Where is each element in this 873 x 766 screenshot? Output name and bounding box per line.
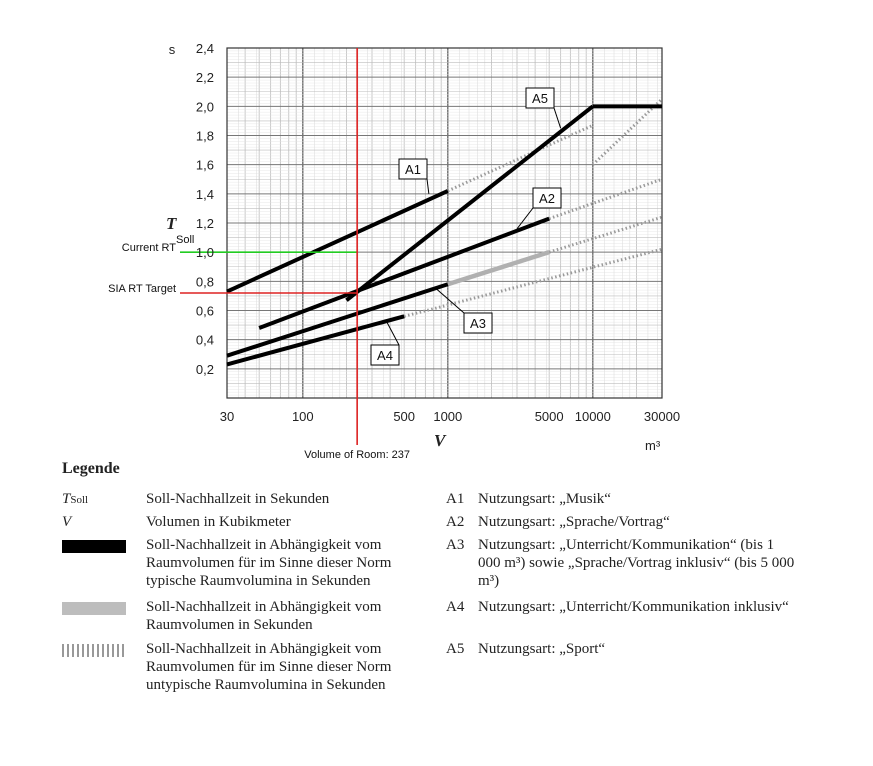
use-text: Nutzungsart: „Sprache/Vortrag“ (478, 514, 670, 530)
x-tick-label: 10000 (574, 409, 611, 424)
series-label-a2: A2 (539, 191, 555, 206)
tsoll-text: Soll-Nachhallzeit in Sekunden (146, 491, 330, 507)
y-tick-label: 2,0 (195, 99, 214, 115)
sia-target-label: SIA RT Target (108, 283, 176, 295)
series-label-a1: A1 (405, 162, 421, 177)
legend (62, 460, 862, 760)
series-label-a4: A4 (377, 348, 393, 363)
use-text: Nutzungsart: „Unterricht/Kommunikation“ (bis 1 000 m³) sowie „Sprache/Vortrag inklusiv“ (bis 5 000 m³) (478, 537, 795, 589)
tsoll-symbol-sub: Soll (70, 494, 89, 506)
tsoll-symbol-main: T (62, 491, 71, 507)
use-code: A4 (446, 599, 465, 615)
x-tick-label: 5000 (534, 409, 564, 424)
dotted-line-text: Soll-Nachhallzeit in Abhängigkeit vom Raumvolumen für im Sinne dieser Norm untypische Raumvolumina in Sekunden (146, 641, 392, 693)
y-tick-label: 1,4 (195, 186, 214, 202)
use-text: Nutzungsart: „Musik“ (478, 491, 611, 507)
y-tick-label: 1,8 (195, 128, 214, 144)
x-tick-label: 100 (291, 409, 314, 424)
use-text: Nutzungsart: „Unterricht/Kommunikation inklusiv“ (478, 599, 789, 615)
v-text: Volumen in Kubikmeter (146, 514, 291, 530)
y-axis-symbol-sub: Soll (176, 234, 195, 246)
x-tick-label: 30000 (643, 409, 681, 424)
gray-line-text: Soll-Nachhallzeit in Abhängigkeit vom Raumvolumen in Sekunden (146, 599, 382, 633)
y-axis-symbol: T (166, 214, 177, 233)
use-code: A2 (446, 514, 465, 530)
x-unit-label: m³ (645, 438, 661, 453)
y-tick-label: 0,6 (195, 303, 214, 319)
y-tick-label: 1,6 (195, 157, 214, 173)
series-line-a3-solid (227, 284, 448, 355)
y-tick-label: 0,8 (195, 274, 214, 290)
y-tick-label: 2,4 (195, 41, 214, 56)
y-tick-label: 0,2 (195, 361, 214, 377)
y-unit-label: s (168, 42, 176, 57)
x-tick-label: 1000 (433, 409, 463, 424)
series-line-a3-gray (448, 252, 549, 284)
label-leader-a1 (427, 179, 429, 194)
label-leader-a3 (436, 289, 464, 313)
current-rt-label: Current RT (121, 242, 176, 255)
use-code: A1 (446, 491, 465, 507)
tsoll-symbol (62, 490, 88, 509)
y-tick-label: 1,0 (195, 245, 214, 261)
series-label-a5: A5 (532, 91, 548, 106)
series-line-a5-dotted (593, 99, 662, 165)
y-tick-label: 1,2 (195, 216, 214, 231)
dotted-line-swatch (62, 644, 126, 657)
x-axis-symbol: V (434, 431, 446, 450)
volume-label: Volume of Room: 237 (304, 449, 411, 460)
y-tick-label: 2,2 (195, 70, 214, 86)
gray-line-swatch (62, 602, 126, 615)
series-label-a3: A3 (470, 316, 486, 331)
series-line-a1-solid (227, 191, 448, 292)
x-tick-label: 30 (219, 409, 235, 424)
use-code: A3 (446, 537, 465, 553)
chart-tick-labels (196, 41, 680, 424)
legend-title: Legende (62, 460, 120, 477)
black-line-swatch (62, 540, 126, 553)
label-leader-a4 (387, 322, 399, 345)
black-line-text: Soll-Nachhallzeit in Abhängigkeit vom Raumvolumen für im Sinne dieser Norm typische Raumvolumina in Sekunden (146, 537, 392, 589)
x-tick-label: 500 (393, 409, 416, 424)
y-tick-label: 0,4 (195, 332, 214, 348)
use-text: Nutzungsart: „Sport“ (478, 641, 606, 657)
use-code: A5 (446, 641, 465, 657)
v-symbol: V (62, 514, 72, 530)
